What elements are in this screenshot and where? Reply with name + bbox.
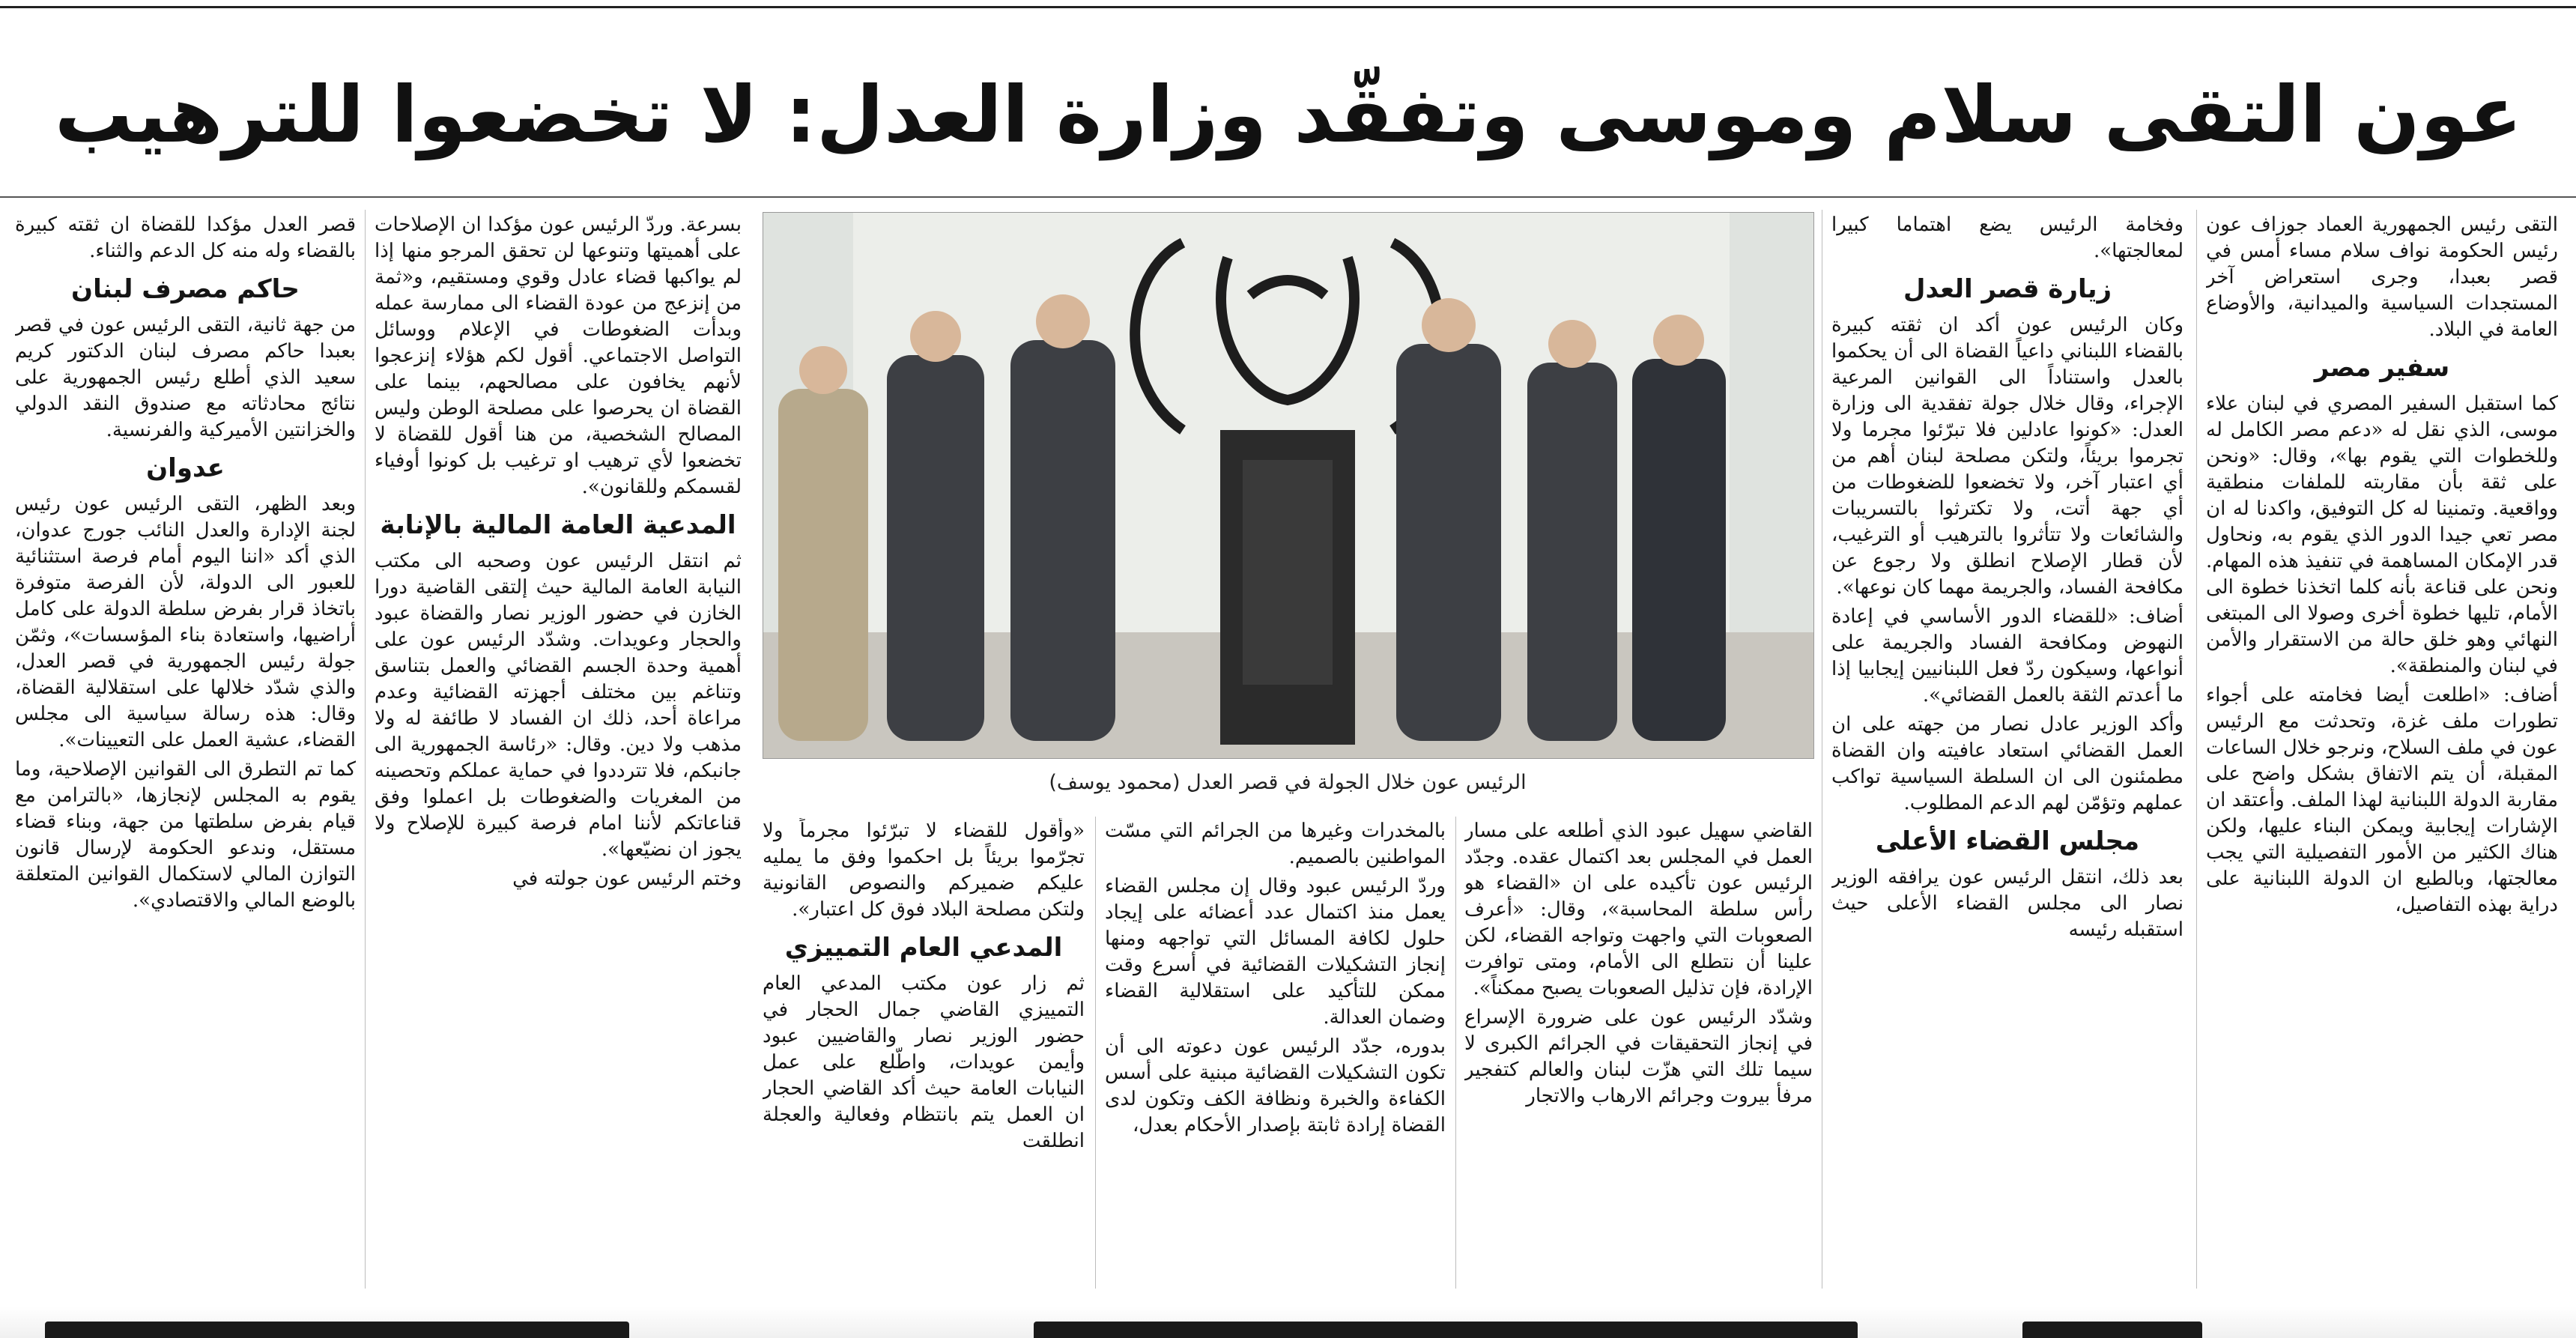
paragraph: بسرعة. وردّ الرئيس عون مؤكدا ان الإصلاحات على أهميتها وتنوعها لن تحقق المرجو منها إذا لم يواكبها قضاء عادل وقوي ومستقيم، و«ثمة من إنزعج من عودة القضاء الى ممارسة عمله وبدأت الضغوطات في الإعلام ووسائل التواصل الاجتماعي. أقول لكم هؤلاء إنزعجوا لأنهم يخافون على مصالحهم، بينما على القضاة ان يحرصوا على مصلحة الوطن وليس المصالح الشخصية، من هنا أقول للقضاة لا تخضعوا لأي ترهيب او ترغيب بل كونوا أوفياء لقسمكم وللقانون». [375,214,742,498]
column-divider [2196,210,2197,1289]
paragraph: القاضي سهيل عبود الذي أطلعه على مسار العمل في المجلس بعد اكتمال عقده. وجدّد الرئيس عون تأكيده على ان «القضاء هو رأس سلطة المحاسبة»، وقال: «أعرف الصعوبات التي واجهت وتواجه القضاء، لكن علينا أن نتطلع الى الأمام، ومتى توافرت الإرادة، فإن تذليل الصعوبات يصبح ممكناً». [1464,820,1813,999]
paragraph: أضاف: «اطلعت أيضا فخامته على أجواء تطورات ملف غزة، وتحدثت مع الرئيس عون في ملف السلاح، ونرجو خلال الساعات المقبلة، أن يتم الاتفاق بشكل واضح على مقاربة الدولة اللبنانية لهذا الملف. وأعتقد ان الإشارات إيجابية ويمكن البناء عليها، ولكن هناك الكثير من الأمور التفصيلية التي يجب معالجتها، وبالطبع ان الدولة اللبنانية على دراية بهذه التفاصيل، [2206,684,2558,916]
subheading: سفير مصر [2314,353,2450,383]
paragraph: وبعد الظهر، التقى الرئيس عون رئيس لجنة الإدارة والعدل النائب جورج عدوان، الذي أكد «اننا اليوم أمام فرصة استثنائية للعبور الى الدولة، لأن الفرصة متوفرة باتخاذ قرار بفرض سلطة الدولة على كامل أراضيها، واستعادة بناء المؤسسات»، وثمّن جولة رئيس الجمهورية في قصر العدل، والذي شدّد خلالها على استقلالية القضاة، وقال: هذه رسالة سياسية الى مجلس القضاء، عشية العمل على التعيينات». [15,493,356,751]
paragraph: وختم الرئيس عون جولته في [512,868,742,890]
paragraph: أضاف: «للقضاء الدور الأساسي في إعادة النهوض ومكافحة الفساد والجريمة على أنواعها، وسيكون ردّ فعل اللبنانيين إيجابيا إذا ما أعدتم الثقة بالعمل القضائي». [1831,605,2183,706]
column-5 [763,818,1085,1272]
subheading: زيارة قصر العدل [1903,274,2112,304]
paragraph: بعد ذلك، انتقل الرئيس عون يرافقه الوزير نصار الى مجلس القضاء الأعلى حيث استقبله رئيسه [1831,866,2183,941]
next-headline-ink [45,1322,629,1338]
column-1 [2206,212,2558,1272]
column-4 [1105,818,1446,1272]
headline-rule [0,196,2576,198]
next-headline-ink [2022,1322,2202,1338]
paragraph: قصر العدل مؤكدا للقضاة ان ثقته كبيرة بالقضاء وله منه كل الدعم والثناء. [15,214,356,262]
paragraph: ثم زار عون مكتب المدعي العام التمييزي القاضي جمال الحجار في حضور الوزير نصار والقاضيين عبود وأيمن عويدات، واطّلع على عمل النيابات العامة حيث أكد القاضي الحجار ان العمل يتم بانتظام وفعالية والعجلة انطلقت [763,972,1085,1152]
subheading: مجلس القضاء الأعلى [1875,826,2140,856]
paragraph: من جهة ثانية، التقى الرئيس عون في قصر بعبدا حاكم مصرف لبنان الدكتور كريم سعيد الذي أطلع رئيس الجمهورية على نتائج محادثاته مع صندوق النقد الدولي والخزانتين الأميركية والفرنسية. [15,314,356,441]
next-headline-strip [0,1307,2576,1338]
column-2 [1831,212,2183,1272]
paragraph: وكان الرئيس عون أكد ان ثقته كبيرة بالقضاء اللبناني داعياً القضاة الى أن يحكموا بالعدل واستناداً الى القوانين المرعية الإجراء، وقال خلال جولة تفقدية الى وزارة العدل: «كونوا عادلين فلا تبرّئوا مجرما ولا تجرموا بريئاً، ولتكن مصلحة لبنان أهم من أي اعتبار آخر، ولا تخضعوا للضغوطات من أي جهة أتت، ولا تكترثوا بالتسريبات والشائعات ولا تتأثروا بالترهيب أو الترغيب، لأن قطار الإصلاح انطلق ولا رجوع عن مكافحة الفساد، والجريمة مهما كان نوعها». [1831,314,2183,599]
paragraph: التقى رئيس الجمهورية العماد جوزاف عون رئيس الحكومة نواف سلام مساء أمس في قصر بعبدا، وجرى استعراض آخر المستجدات السياسية والميدانية، والأوضاع العامة في البلاد. [2206,214,2558,341]
next-headline-ink [1034,1322,1858,1338]
subheading: عدوان [146,453,225,483]
photo-caption: الرئيس عون خلال الجولة في قصر العدل (محمود يوسف) [1049,771,1527,794]
column-divider [1455,817,1456,1289]
column-7 [15,212,356,1272]
subheading: المدعية العامة المالية بالإنابة [380,510,736,540]
paragraph: بدوره، جدّد الرئيس عون دعوته الى أن تكون التشكيلات القضائية مبنية على أسس الكفاءة والخبرة ونظافة الكف وتكون لدى القضاة إرادة ثابتة بإصدار الأحكام بعدل، [1105,1035,1446,1136]
subheading: حاكم مصرف لبنان [71,274,300,304]
paragraph: وشدّد الرئيس عون على ضرورة الإسراع في إنجاز التحقيقات في الجرائم الكبرى لا سيما تلك التي هزّت لبنان والعالم كتفجير مرفأ بيروت وجرائم الارهاب والاتجار [1464,1006,1813,1107]
paragraph: كما تم التطرق الى القوانين الإصلاحية، وما يقوم به المجلس لإنجازها، «بالترامن مع قيام بفرض سلطتها من جهة، وبناء قضاء مستقل، وندعو الحكومة لإرسال قانون التوازن المالي لاستكمال القوانين المتعلقة بالوضع المالي والاقتصادي». [15,758,356,912]
subheading: المدعي العام التمييزي [784,933,1063,963]
top-rule [0,6,2576,8]
column-6 [375,212,742,1272]
paragraph: «وأقول للقضاء لا تبرّئوا مجرماً ولا تجرّموا بريئاً بل احكموا وفق ما يمليه عليكم ضميركم والنصوص القانونية ولتكن مصلحة البلاد فوق كل اعتبار». [763,820,1085,921]
photo-illustration [763,213,1813,758]
column-divider [1095,817,1096,1289]
paragraph: ثم انتقل الرئيس عون وصحبه الى مكتب النيابة العامة المالية حيث إلتقى القاضية دورا الخازن في حضور الوزير نصار والقضاة عبود والحجار وعويدات. وشدّد الرئيس عون على أهمية وحدة الجسم القضائي والعمل بتناسق وتناغم بين مختلف أجهزته القضائية وعدم مراعاة أحد، ذلك ان الفساد لا طائفة له ولا مذهب ولا دين. وقال: «رئاسة الجمهورية الى جانبكم، فلا تترددوا في حماية عملكم وتحصينه من المغريات والضغوطات بل اعملوا وفق قناعاتكم لأننا امام فرصة كبيرة للإصلاح ولا يجوز ان نضيّعها». [375,550,742,861]
paragraph: بالمخدرات وغيرها من الجرائم التي مسّت المواطنين بالصميم. [1105,820,1446,868]
photo [763,212,1814,759]
paragraph: وأكد الوزير عادل نصار من جهته على ان العمل القضائي استعاد عافيته وان القضاة مطمئنون الى ان السلطة السياسية تواكب عملهم وتؤمّن لهم الدعم المطلوب. [1831,713,2183,814]
column-divider [365,210,366,1289]
paragraph: وفخامة الرئيس يضع اهتماما كبيرا لمعالجتها». [1831,214,2183,262]
column-3 [1464,818,1813,1272]
headline: عون التقى سلام وموسى وتفقّد وزارة العدل: لا تخضعوا للترهيب [54,69,2523,160]
paragraph: كما استقبل السفير المصري في لبنان علاء موسى، الذي نقل له «دعم مصر الكامل له وللخطوات التي يقوم بها»، وقال: «ونحن على ثقة بأن مقاربته للملفات منطقية وواقعية. وتمنينا له كل التوفيق، واكدنا له ان مصر تعي جيدا الدور الذي يقوم به، ونحاول قدر الإمكان المساهمة في تنفيذ هذه المهام. ونحن على قناعة بأنه كلما اتخذنا خطوة الى الأمام، تليها خطوة أخرى وصولا الى المبتغى النهائي وهو خلق حالة من الاستقرار والأمن في لبنان والمنطقة». [2206,393,2558,677]
paragraph: وردّ الرئيس عبود وقال إن مجلس القضاء يعمل منذ اكتمال عدد أعضائه على إيجاد حلول لكافة المسائل التي تواجهه ومنها إنجاز التشكيلات القضائية في أسرع وقت ممكن للتأكيد على استقلالية القضاء وضمان العدالة. [1105,875,1446,1029]
